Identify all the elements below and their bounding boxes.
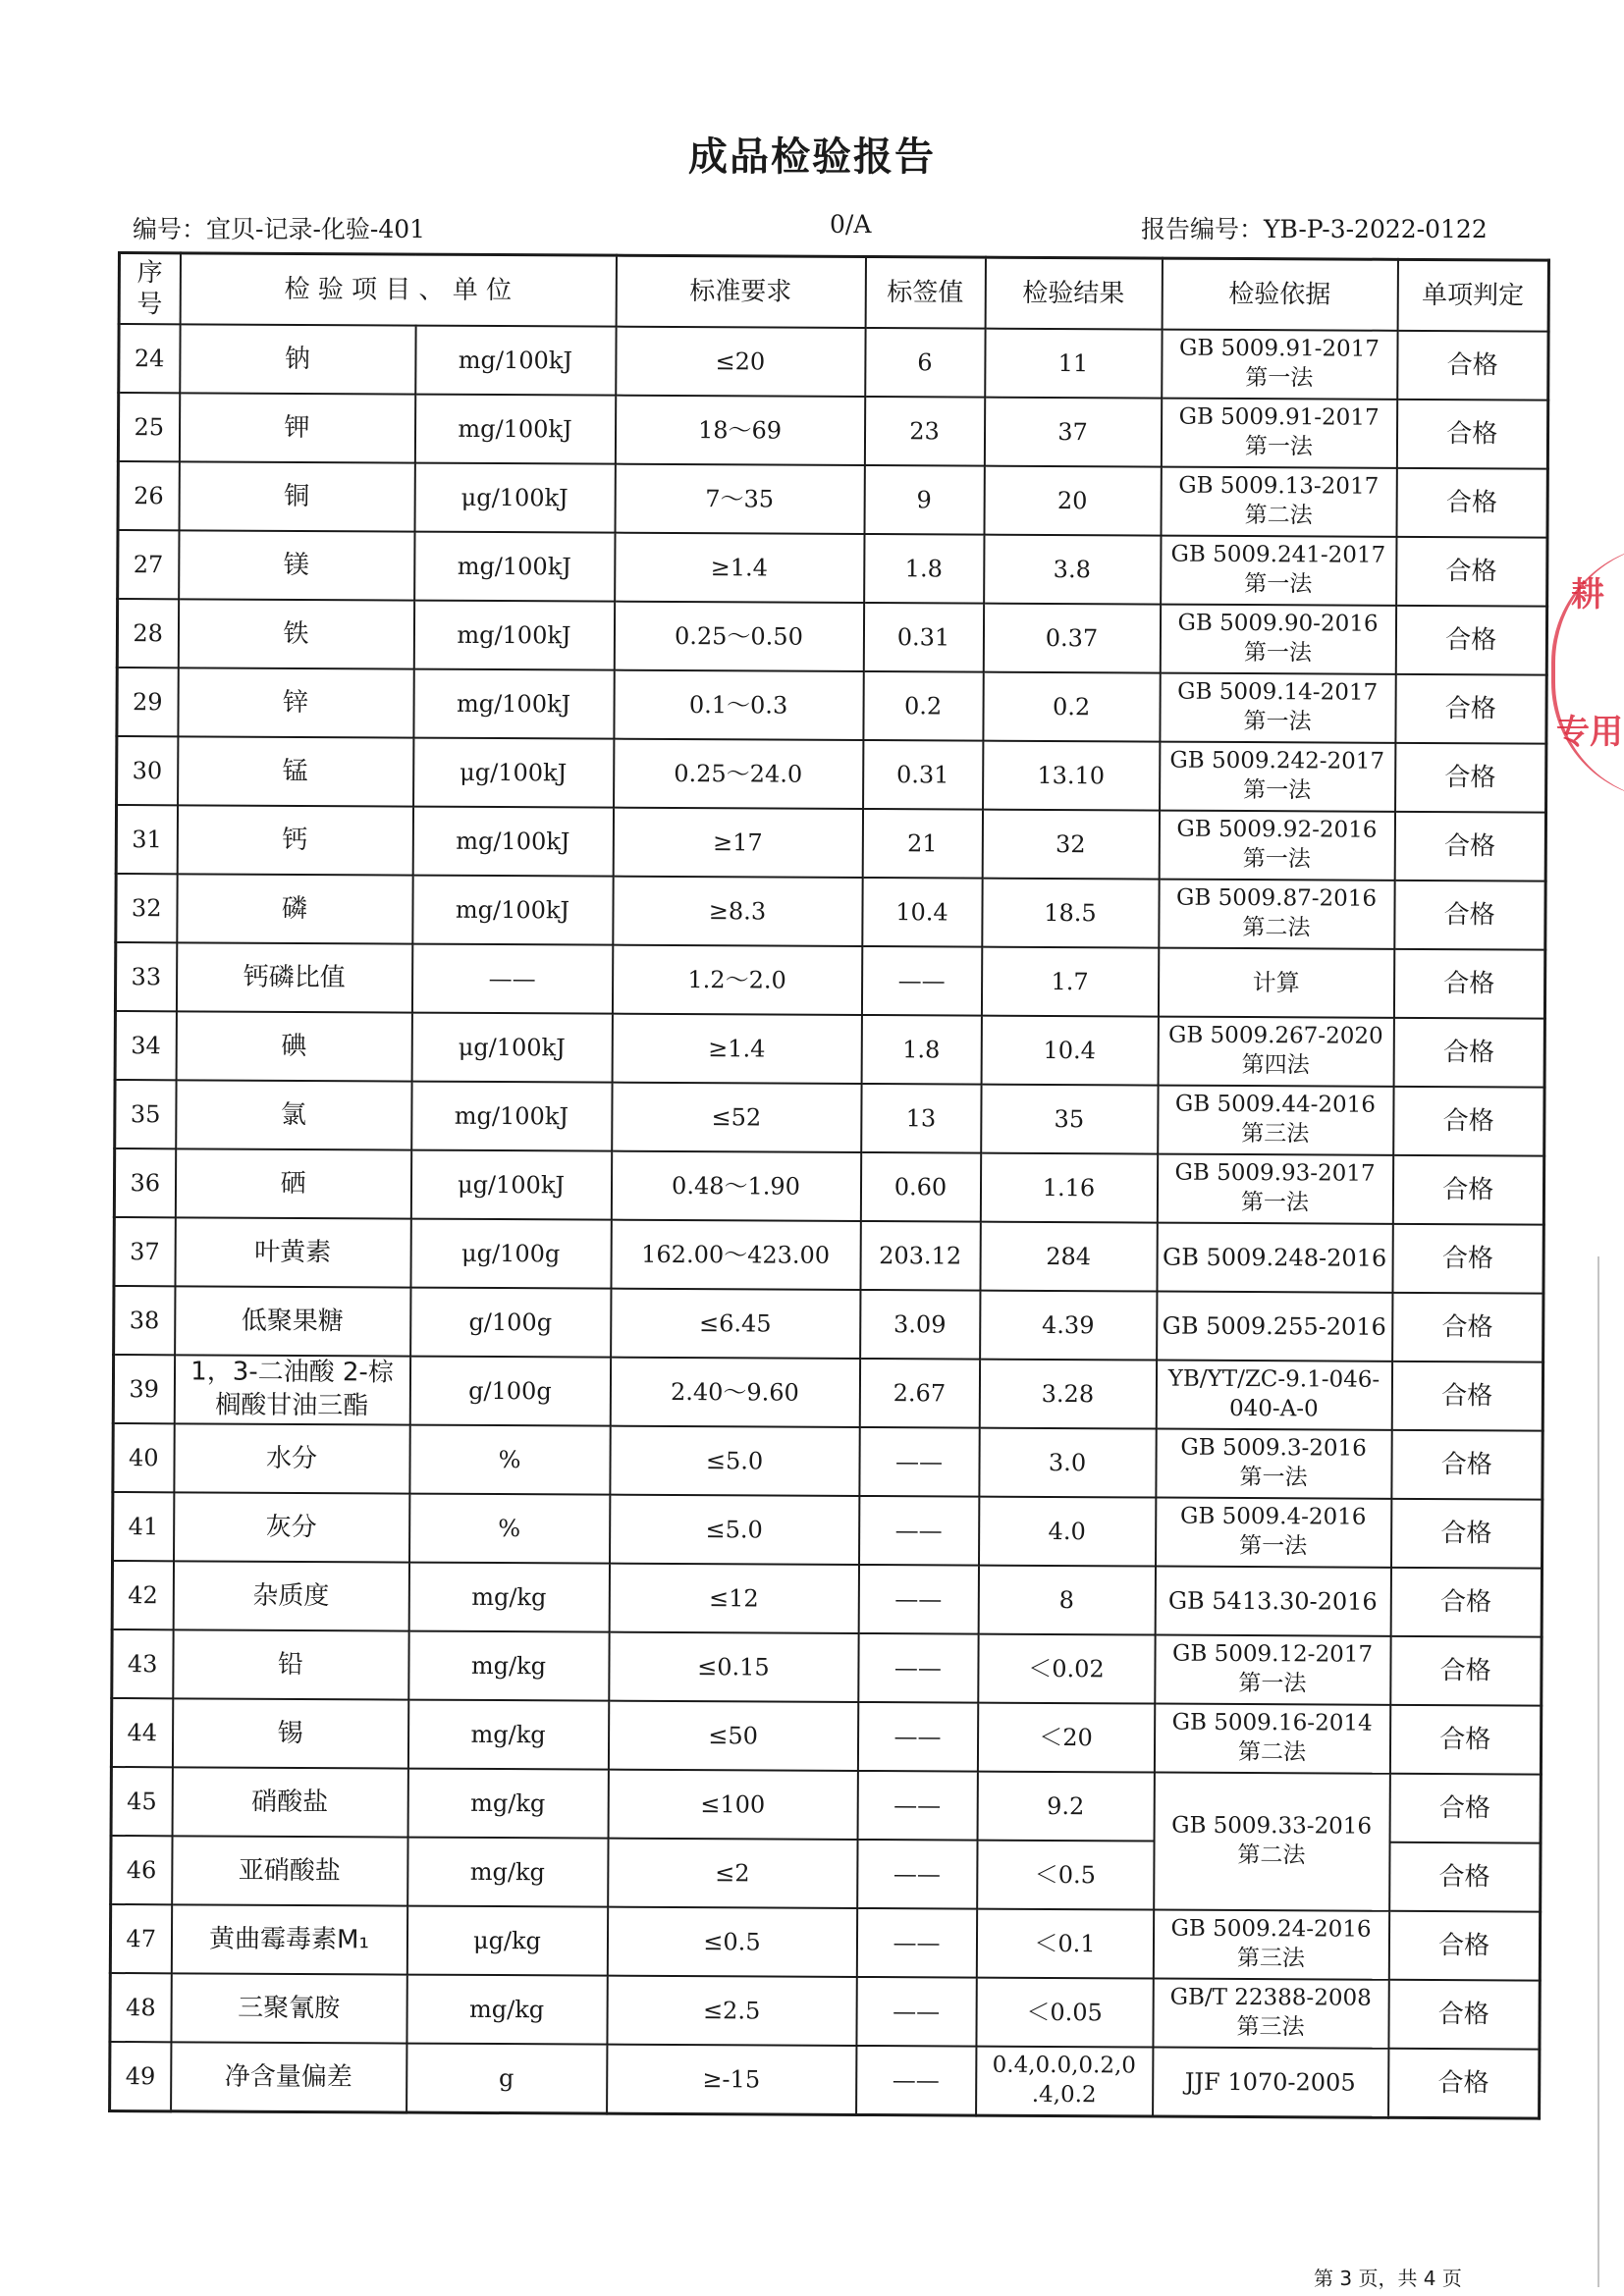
table-header-row <box>119 253 1548 332</box>
label-value: —— <box>856 2046 976 2115</box>
label-value: 0.31 <box>863 603 983 672</box>
header-label: 标签值 <box>865 256 985 328</box>
row-number: 48 <box>110 1973 171 2042</box>
test-basis-method: 第一法 <box>1245 365 1314 392</box>
table-row <box>116 805 1545 881</box>
item-name: 钾 <box>179 393 414 462</box>
item-name: 钠 <box>180 324 415 394</box>
label-value: —— <box>857 1771 977 1841</box>
test-result-line1: 0.4,0.0,0.2,0 <box>992 2052 1137 2079</box>
header-basis: 检验依据 <box>1162 258 1397 331</box>
table-row <box>118 530 1547 607</box>
item-unit: mg/100kJ <box>414 532 615 602</box>
table-row <box>114 1217 1543 1294</box>
test-basis <box>1160 742 1395 812</box>
item-unit: mg/100kJ <box>412 807 613 877</box>
item-unit: % <box>409 1425 610 1495</box>
test-basis-method: 第一法 <box>1243 777 1312 804</box>
row-number: 41 <box>113 1492 174 1561</box>
test-basis <box>1156 1429 1391 1499</box>
item-unit: mg/kg <box>408 1563 609 1632</box>
scan-edge-line <box>1597 1256 1599 2287</box>
test-basis <box>1155 1635 1390 1705</box>
table-row <box>114 1148 1543 1225</box>
test-basis-standard: GB 5009.12-2017 <box>1171 1640 1374 1668</box>
verdict: 合格 <box>1396 537 1547 607</box>
row-number: 25 <box>118 393 179 461</box>
table-row <box>118 393 1547 469</box>
verdict: 合格 <box>1393 949 1544 1019</box>
item-unit: mg/kg <box>406 1975 607 2045</box>
header-verdict: 单项判定 <box>1397 259 1548 331</box>
row-number: 36 <box>114 1148 175 1217</box>
table-row <box>111 1698 1541 1775</box>
standard-requirement: 0.25～0.50 <box>614 602 863 671</box>
test-basis <box>1159 811 1394 881</box>
standard-requirement: ≤5.0 <box>610 1495 859 1565</box>
stamp-text-bottom: 专用 <box>1556 713 1623 752</box>
test-basis <box>1161 536 1396 606</box>
test-basis: JJF 1070-2005 <box>1153 2048 1388 2118</box>
verdict: 合格 <box>1394 881 1545 950</box>
row-number: 31 <box>116 805 177 874</box>
row-number: 32 <box>116 874 177 942</box>
header-item: 检 验 项 目 、 单 位 <box>180 253 616 327</box>
header-result: 检验结果 <box>985 257 1162 329</box>
row-number: 24 <box>119 324 180 393</box>
report-title: 成品检验报告 <box>688 134 936 180</box>
test-result: 32 <box>982 810 1159 880</box>
standard-requirement: ≥17 <box>613 808 862 878</box>
test-basis <box>1161 399 1396 468</box>
item-name: 三聚氰胺 <box>171 1973 406 2043</box>
label-value: —— <box>856 1908 976 1978</box>
test-result-line2: .4,0.2 <box>1031 2081 1097 2109</box>
row-number: 47 <box>110 1904 171 1973</box>
test-basis-standard: GB 5009.24-2016 <box>1170 1915 1372 1943</box>
row-number: 46 <box>111 1836 172 1904</box>
table-row <box>114 1286 1543 1362</box>
verdict: 合格 <box>1389 1774 1541 1843</box>
item-name: 铅 <box>173 1629 408 1699</box>
label-value: 0.2 <box>863 671 983 741</box>
test-basis-standard: GB/T 22388-2008 <box>1169 1984 1372 2011</box>
item-name: 灰分 <box>174 1492 409 1562</box>
test-result: 4.39 <box>980 1291 1157 1361</box>
verdict: 合格 <box>1388 1911 1540 1981</box>
standard-requirement: 0.25～24.0 <box>614 739 863 809</box>
verdict: 合格 <box>1391 1362 1543 1431</box>
test-basis-method: 第一法 <box>1244 434 1314 460</box>
item-unit: mg/100kJ <box>411 1082 612 1151</box>
row-number: 28 <box>117 599 178 667</box>
test-basis: GB 5009.248-2016 <box>1157 1223 1392 1293</box>
item-unit: μg/100kJ <box>414 463 615 533</box>
test-result: 20 <box>984 466 1161 536</box>
test-basis <box>1160 605 1395 674</box>
verdict: 合格 <box>1391 1430 1543 1500</box>
test-basis-standard: GB 5009.33-2016 <box>1171 1812 1373 1840</box>
label-value: —— <box>861 946 981 1016</box>
row-number: 42 <box>112 1561 173 1629</box>
item-unit: % <box>409 1494 610 1564</box>
test-basis-method: 第二法 <box>1242 915 1311 941</box>
table-row <box>116 874 1545 950</box>
test-basis <box>1161 467 1396 537</box>
table-row <box>110 1904 1540 1981</box>
label-value: —— <box>858 1565 978 1634</box>
table-row <box>112 1561 1542 1637</box>
test-result: 3.28 <box>979 1360 1156 1429</box>
table-row <box>112 1629 1542 1706</box>
table-row <box>115 1080 1544 1156</box>
item-name: 锌 <box>178 667 413 737</box>
table-row <box>113 1355 1543 1431</box>
test-basis-standard: GB 5009.90-2016 <box>1177 610 1379 637</box>
standard-requirement: ≥-15 <box>607 2045 856 2115</box>
table-body <box>110 324 1549 2118</box>
page-footer: 第 3 页，共 4 页 <box>1314 2267 1462 2290</box>
item-unit: mg/kg <box>407 1700 608 1770</box>
verdict: 合格 <box>1390 1568 1542 1637</box>
verdict: 合格 <box>1396 468 1547 538</box>
test-result: 4.0 <box>979 1497 1156 1567</box>
test-result: 10.4 <box>981 1016 1158 1086</box>
test-basis-method: 第一法 <box>1243 640 1312 667</box>
verdict: 合格 <box>1393 1018 1544 1088</box>
item-name: 氯 <box>176 1080 411 1149</box>
standard-requirement: ≤5.0 <box>610 1426 859 1496</box>
label-value: —— <box>859 1427 979 1497</box>
verdict: 合格 <box>1389 1705 1541 1775</box>
test-basis-method: 第三法 <box>1236 2013 1305 2041</box>
verdict: 合格 <box>1392 1155 1543 1225</box>
standard-requirement: ≤100 <box>608 1770 857 1840</box>
report-number: 报告编号：YB-P-3-2022-0122 <box>1141 215 1488 243</box>
item-unit: μg/100kJ <box>411 1013 612 1083</box>
verdict: 合格 <box>1393 1087 1544 1156</box>
item-name: 锡 <box>172 1698 407 1768</box>
header-standard: 标准要求 <box>616 255 865 328</box>
row-number: 37 <box>114 1217 175 1286</box>
test-basis: 计算 <box>1158 948 1393 1018</box>
standard-requirement: ≤6.45 <box>611 1289 860 1359</box>
item-unit: mg/100kJ <box>413 601 614 670</box>
item-name: 净含量偏差 <box>171 2042 406 2112</box>
label-value: —— <box>859 1496 979 1566</box>
standard-requirement: 162.00～423.00 <box>611 1220 860 1290</box>
item-unit: μg/100kJ <box>413 738 614 808</box>
item-name: 钙 <box>177 805 412 875</box>
standard-requirement: 2.40～9.60 <box>610 1358 859 1427</box>
standard-requirement: ≤2 <box>608 1839 857 1908</box>
label-value: 9 <box>864 465 984 535</box>
label-value: —— <box>856 1977 976 2047</box>
test-basis-standard: GB 5009.3-2016 <box>1180 1434 1367 1462</box>
standard-requirement: 1.2～2.0 <box>612 945 861 1015</box>
label-value: 2.67 <box>859 1359 979 1428</box>
test-basis-standard: GB 5009.87-2016 <box>1175 884 1378 912</box>
test-basis: GB 5009.255-2016 <box>1157 1292 1392 1362</box>
item-unit: mg/100kJ <box>415 326 616 396</box>
verdict: 合格 <box>1389 1842 1541 1912</box>
item-name: 黄曲霉毒素M₁ <box>171 1904 406 1974</box>
item-unit: μg/100g <box>410 1219 611 1289</box>
item-unit: g/100g <box>410 1288 611 1358</box>
test-basis-method: 第一法 <box>1243 709 1312 735</box>
standard-requirement: ≤20 <box>616 327 865 397</box>
verdict: 合格 <box>1390 1499 1542 1569</box>
standard-requirement: ≤0.5 <box>607 1907 856 1977</box>
table-row <box>117 667 1546 744</box>
test-result: 35 <box>981 1085 1158 1154</box>
label-value: 1.8 <box>861 1015 981 1085</box>
item-name: 水分 <box>174 1423 409 1493</box>
item-name: 铁 <box>178 599 413 668</box>
test-basis: GB 5413.30-2016 <box>1155 1567 1390 1636</box>
test-result: ＜0.1 <box>976 1909 1153 1979</box>
row-number: 29 <box>117 667 178 736</box>
table-row <box>115 942 1544 1019</box>
label-value: —— <box>858 1633 978 1703</box>
table-row <box>110 1973 1540 2050</box>
test-result: ＜20 <box>977 1703 1154 1773</box>
table-row <box>111 1767 1541 1843</box>
standard-requirement: ≤2.5 <box>607 1976 856 2046</box>
inspection-table <box>108 251 1550 2120</box>
test-basis <box>1158 1086 1393 1155</box>
header-no: 序号 <box>119 253 180 325</box>
test-basis-method: 040-A-0 <box>1228 1395 1319 1422</box>
item-unit: mg/kg <box>408 1631 609 1701</box>
item-unit: μg/kg <box>406 1906 607 1976</box>
test-basis <box>1156 1498 1391 1568</box>
standard-requirement: 18～69 <box>615 396 864 465</box>
row-number: 39 <box>113 1355 174 1423</box>
test-result: 9.2 <box>977 1772 1154 1842</box>
test-basis-method: 第一法 <box>1239 1532 1308 1560</box>
table-row <box>118 461 1547 538</box>
test-basis-method: 第二法 <box>1244 503 1313 529</box>
test-basis-method: 第一法 <box>1244 571 1313 598</box>
label-value: 3.09 <box>860 1290 980 1360</box>
table-row <box>110 2042 1540 2118</box>
test-basis-method: 第三法 <box>1241 1121 1310 1148</box>
table-row <box>113 1492 1543 1569</box>
row-number: 44 <box>111 1698 172 1767</box>
test-basis <box>1160 673 1395 743</box>
standard-requirement: ≤50 <box>608 1701 857 1771</box>
inspection-table-wrapper <box>108 251 1547 2120</box>
label-value: 1.8 <box>864 534 984 604</box>
row-number: 40 <box>113 1423 174 1492</box>
item-unit: mg/100kJ <box>412 876 613 945</box>
standard-requirement: ≥1.4 <box>615 533 864 603</box>
test-basis-standard: GB 5009.93-2017 <box>1174 1159 1376 1187</box>
label-value: 203.12 <box>860 1221 980 1291</box>
item-name-line2: 榈酸甘油三酯 <box>215 1390 369 1421</box>
test-basis-standard: GB 5009.91-2017 <box>1178 335 1380 362</box>
test-result: 8 <box>978 1566 1155 1635</box>
test-basis <box>1153 1910 1388 1980</box>
item-name: 铜 <box>179 461 414 531</box>
label-value: 13 <box>861 1084 981 1153</box>
test-basis <box>1157 1154 1392 1224</box>
row-number: 49 <box>110 2042 171 2111</box>
test-result: 0.2 <box>983 672 1160 742</box>
test-basis <box>1162 330 1397 400</box>
label-value: 23 <box>864 397 984 466</box>
test-basis-method: 第二法 <box>1237 1738 1307 1766</box>
item-name: 锰 <box>178 736 413 806</box>
verdict: 合格 <box>1392 1224 1543 1294</box>
row-number: 27 <box>118 530 179 599</box>
standard-requirement: ≤12 <box>609 1564 858 1633</box>
test-result: 0.37 <box>983 604 1160 673</box>
doc-version: 0/A <box>830 210 872 239</box>
test-result: 13.10 <box>983 741 1160 811</box>
test-basis-standard: GB 5009.91-2017 <box>1178 403 1380 431</box>
test-result: 11 <box>985 329 1162 399</box>
item-unit: mg/kg <box>407 1769 608 1839</box>
test-basis-standard: YB/YT/ZC-9.1-046- <box>1167 1365 1380 1393</box>
test-basis-standard: GB 5009.4-2016 <box>1180 1503 1367 1530</box>
item-unit: —— <box>411 944 612 1014</box>
test-basis-method: 第三法 <box>1236 1945 1305 1972</box>
item-unit: mg/kg <box>407 1838 608 1907</box>
test-result: 37 <box>984 398 1161 467</box>
standard-requirement: ≥1.4 <box>612 1014 861 1084</box>
item-name: 杂质度 <box>173 1561 408 1630</box>
test-result <box>976 2047 1153 2116</box>
test-result: ＜0.5 <box>977 1841 1154 1910</box>
test-basis-standard: GB 5009.13-2017 <box>1178 472 1380 500</box>
verdict: 合格 <box>1395 606 1546 675</box>
test-result: 3.8 <box>984 535 1161 605</box>
standard-requirement: 0.1～0.3 <box>614 670 863 740</box>
item-name: 碘 <box>176 1011 411 1081</box>
row-number: 33 <box>115 942 176 1011</box>
standard-requirement: ≤52 <box>612 1083 861 1152</box>
row-number: 26 <box>118 461 179 530</box>
test-basis <box>1153 1979 1388 2049</box>
label-value: 0.31 <box>863 740 983 810</box>
item-name-line1: 1，3-二油酸 2-棕 <box>190 1357 394 1388</box>
test-result: ＜0.05 <box>976 1978 1153 2048</box>
item-unit: g/100g <box>409 1357 610 1426</box>
row-number: 34 <box>115 1011 176 1080</box>
label-value: 6 <box>865 328 985 398</box>
verdict: 合格 <box>1397 331 1548 400</box>
test-basis-method: 第二法 <box>1237 1842 1306 1869</box>
verdict: 合格 <box>1388 1980 1540 2050</box>
table-row <box>115 1011 1544 1088</box>
test-basis-method: 第一法 <box>1239 1464 1308 1491</box>
item-name: 低聚果糖 <box>175 1286 410 1356</box>
verdict: 合格 <box>1395 743 1546 813</box>
test-basis-standard: GB 5009.44-2016 <box>1174 1091 1377 1118</box>
item-name: 钙磷比值 <box>176 942 411 1012</box>
test-basis-standard: GB 5009.242-2017 <box>1169 747 1385 774</box>
test-result: 1.16 <box>980 1153 1157 1223</box>
standard-requirement: 7～35 <box>615 464 864 534</box>
test-basis <box>1154 1704 1389 1774</box>
item-unit: μg/100kJ <box>410 1150 611 1220</box>
row-number: 30 <box>117 736 178 805</box>
table-row <box>113 1423 1543 1500</box>
verdict: 合格 <box>1396 400 1547 469</box>
item-name: 磷 <box>177 874 412 943</box>
item-name: 亚硝酸盐 <box>172 1836 407 1905</box>
test-basis <box>1159 880 1394 949</box>
item-unit: mg/100kJ <box>413 669 614 739</box>
verdict: 合格 <box>1394 812 1545 881</box>
test-result: 18.5 <box>982 879 1159 948</box>
stamp-text-top: 耕 <box>1571 575 1604 614</box>
label-value: —— <box>857 1702 977 1772</box>
test-result: ＜0.02 <box>978 1634 1155 1704</box>
item-name: 叶黄素 <box>175 1217 410 1287</box>
row-number: 45 <box>111 1767 172 1836</box>
verdict: 合格 <box>1390 1636 1542 1706</box>
item-unit: g <box>406 2044 607 2114</box>
verdict: 合格 <box>1392 1293 1543 1362</box>
item-unit: mg/100kJ <box>414 395 615 464</box>
test-basis-method: 第一法 <box>1238 1670 1307 1697</box>
row-number: 43 <box>112 1629 173 1698</box>
label-value: 21 <box>862 809 982 879</box>
verdict: 合格 <box>1395 674 1546 744</box>
test-basis-method: 第一法 <box>1240 1190 1310 1216</box>
item-name: 硒 <box>175 1148 410 1218</box>
table-row <box>119 324 1548 400</box>
label-value: 10.4 <box>862 878 982 947</box>
row-number: 35 <box>115 1080 176 1148</box>
test-basis-standard: GB 5009.92-2016 <box>1176 816 1378 843</box>
verdict: 合格 <box>1388 2049 1540 2118</box>
label-value: 0.60 <box>860 1152 980 1222</box>
test-basis-method: 第四法 <box>1241 1052 1310 1079</box>
item-name: 镁 <box>179 530 414 600</box>
standard-requirement: ≤0.15 <box>609 1632 858 1702</box>
test-basis-standard: GB 5009.267-2020 <box>1167 1022 1383 1049</box>
standard-requirement: 0.48～1.90 <box>611 1151 860 1221</box>
table-row <box>117 599 1546 675</box>
item-name <box>174 1355 409 1424</box>
test-result: 1.7 <box>981 947 1158 1017</box>
test-basis <box>1156 1361 1391 1430</box>
table-row <box>117 736 1546 813</box>
test-basis-method: 第一法 <box>1242 846 1311 873</box>
doc-number: 编号：宜贝-记录-化验-401 <box>133 215 426 243</box>
test-basis <box>1158 1017 1393 1087</box>
test-result: 3.0 <box>979 1428 1156 1498</box>
standard-requirement: ≥8.3 <box>613 877 862 946</box>
label-value: —— <box>857 1840 977 1909</box>
item-name: 硝酸盐 <box>172 1767 407 1837</box>
test-basis-standard: GB 5009.16-2014 <box>1171 1709 1373 1736</box>
test-basis-standard: GB 5009.14-2017 <box>1177 678 1379 706</box>
row-number: 38 <box>114 1286 175 1355</box>
test-basis-standard: GB 5009.241-2017 <box>1170 541 1386 568</box>
test-basis <box>1154 1773 1390 1911</box>
test-result: 284 <box>980 1222 1157 1292</box>
